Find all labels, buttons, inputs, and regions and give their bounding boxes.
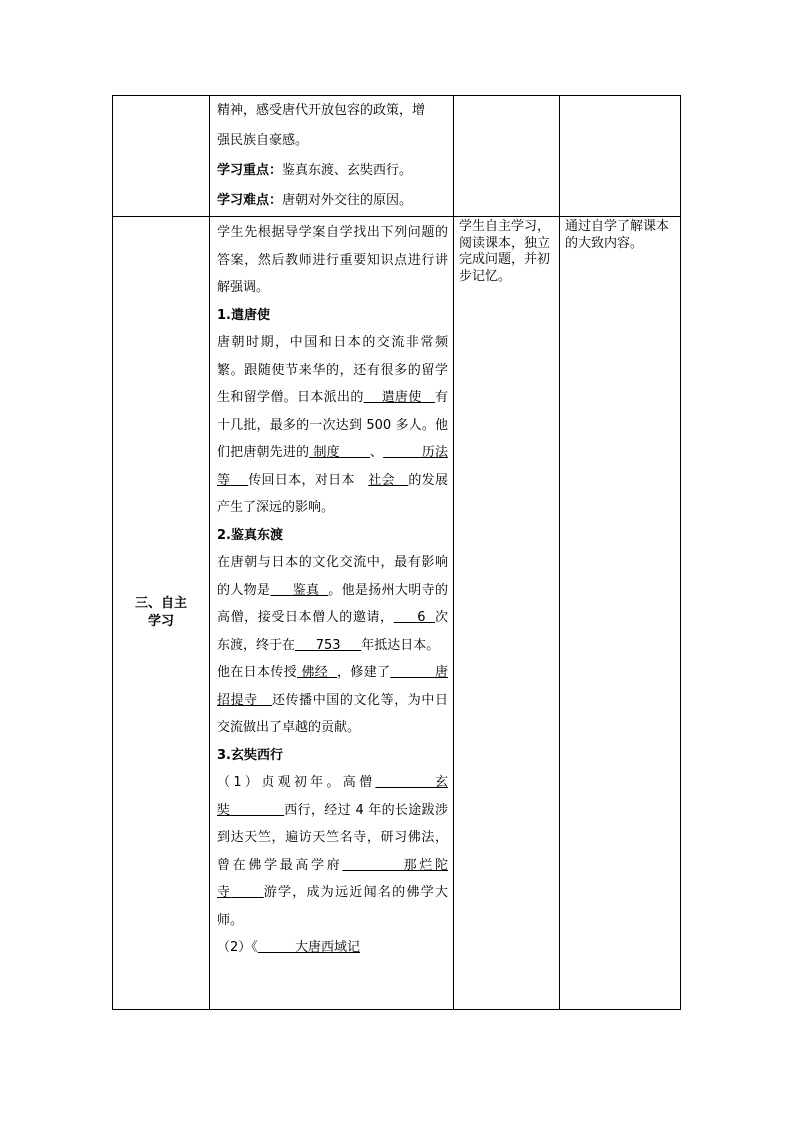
- design-intent-cell: [560, 217, 681, 1010]
- answer-blank[interactable]: 社会: [368, 472, 395, 488]
- section-1-text: 唐朝时期，中国和日本的交流非常频繁。跟随使节来华的，还有很多的留学生和留学僧。日本派出的 遣唐使 有十几批，最多的一次达到 500 多人。他们把唐朝先进的 制度 、 历法等 传回日本，对日本 社会 的发展产生了深远的影响。: [217, 335, 448, 515]
- student-activity-cell: [454, 217, 560, 1010]
- content-cell: [210, 217, 454, 1010]
- goal-line-2: 强民族自豪感。: [217, 133, 309, 148]
- answer-blank[interactable]: 唐招提寺: [217, 665, 448, 708]
- difficult-points-text: 唐朝对外交往的原因。: [282, 193, 413, 208]
- stage-title: 三、自主学习: [134, 596, 187, 629]
- answer-blank[interactable]: 6: [417, 610, 426, 625]
- answer-blank[interactable]: 历法等: [217, 445, 448, 488]
- key-points-text: 鉴真东渡、玄奘西行。: [282, 163, 413, 178]
- answer-blank[interactable]: 佛经: [301, 665, 329, 680]
- student-activity-cell-empty: [454, 96, 560, 217]
- answer-blank[interactable]: 大唐西域记: [294, 940, 360, 955]
- table-row: [113, 217, 681, 1010]
- section-3-text-2: （2）《 大唐西域记: [217, 940, 360, 955]
- answer-blank[interactable]: 遣唐使: [381, 390, 422, 405]
- design-intent-text: 通过自学了解课本的大致内容。: [565, 219, 670, 251]
- stage-cell: [113, 217, 210, 1010]
- content-cell: [210, 96, 454, 217]
- difficult-points: [217, 186, 448, 216]
- section-title: 1.遣唐使: [217, 307, 270, 323]
- intro-text: 学生先根据导学案自学找出下列问题的答案，然后教师进行重要知识点进行讲解强调。: [217, 225, 448, 295]
- key-points-label: 学习重点：: [217, 163, 283, 178]
- section-title: 3.玄奘西行: [217, 747, 283, 763]
- section-title: 2.鉴真东渡: [217, 527, 283, 543]
- answer-blank[interactable]: 制度: [313, 445, 340, 460]
- key-points: [217, 156, 448, 186]
- section-3-text: （1）贞观初年。高僧 玄奘 西行，经过 4 年的长途跋涉到达天竺，遍访天竺名寺，研习佛法，曾在佛学最高学府 那烂陀寺 游学，成为远近闻名的佛学大师。: [217, 775, 448, 928]
- difficult-points-label: 学习难点：: [217, 193, 283, 208]
- design-intent-cell-empty: [560, 96, 681, 217]
- section-2-text-2: 他在日本传授 佛经 ，修建了 唐招提寺 还传播中国的文化等，为中日交流做出了卓越的贡献。: [217, 665, 448, 735]
- answer-blank[interactable]: 那烂陀寺: [217, 857, 448, 900]
- answer-blank[interactable]: 玄奘: [217, 775, 448, 818]
- student-activity-text: 学生自主学习，阅读课本，独立完成问题，并初步记忆。: [459, 219, 551, 284]
- stage-cell-empty: [113, 96, 210, 217]
- answer-blank[interactable]: 753: [315, 637, 341, 653]
- goal-line-1: 精神，感受唐代开放包容的政策，增: [217, 103, 426, 118]
- lesson-plan-table: [112, 95, 681, 1010]
- answer-blank[interactable]: 鉴真: [292, 582, 320, 598]
- table-row: [113, 96, 681, 217]
- section-2-text: 在唐朝与日本的文化交流中，最有影响的人物是 鉴真 。他是扬州大明寺的高僧，接受日本僧人的邀请， 6 次东渡，终于在 753 年抵达日本。: [217, 555, 448, 653]
